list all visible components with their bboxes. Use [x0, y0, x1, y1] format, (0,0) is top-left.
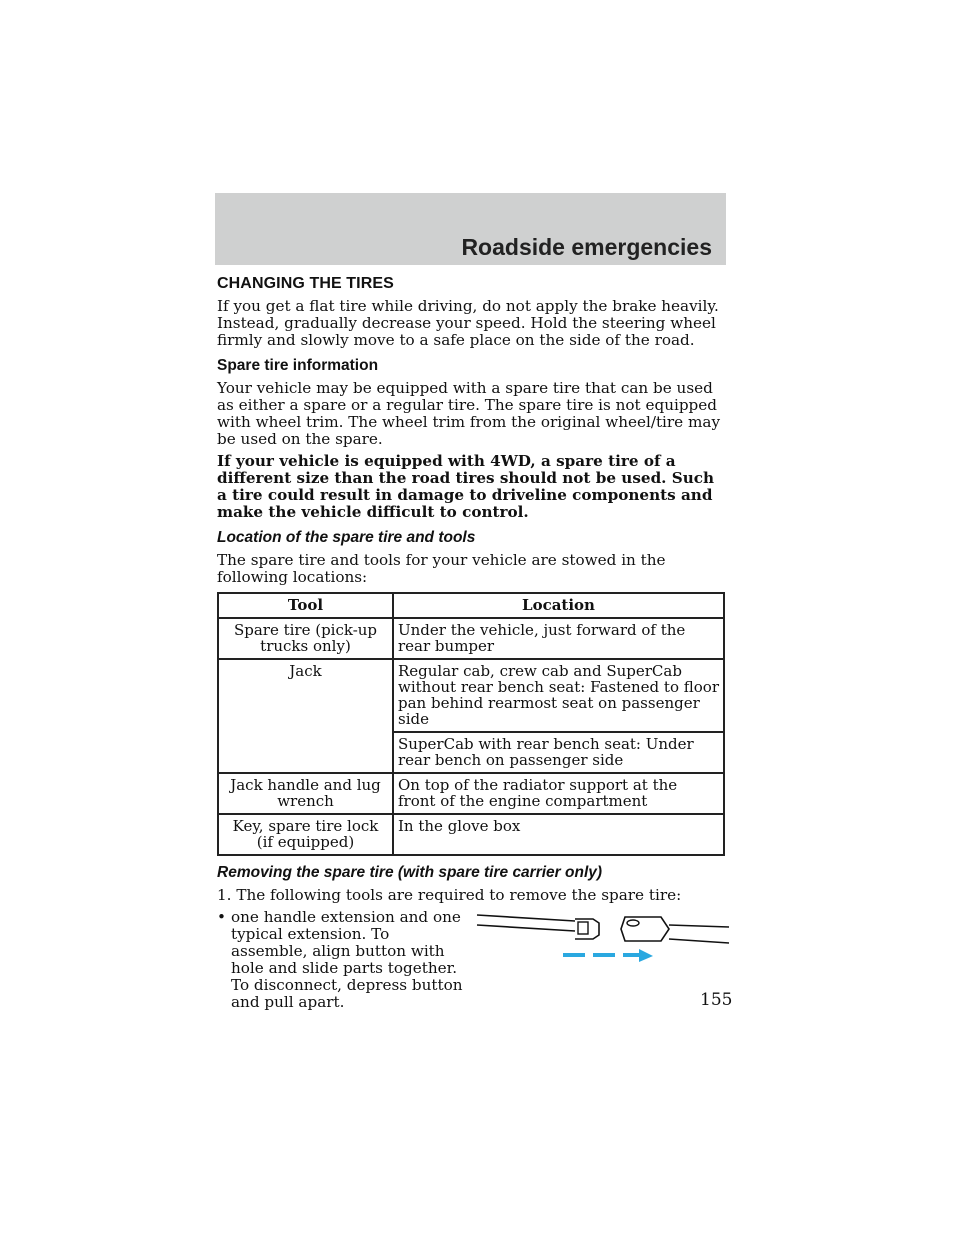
tools-location-table — [217, 592, 725, 856]
changing-tires-paragraph: If you get a flat tire while driving, do not apply the brake heavily. Instead, gradually decrease your speed. Hold the steering wheel firmly and slowly move to a safe place on the side of the road. — [217, 297, 719, 349]
table-cell-location: SuperCab with rear bench seat: Under rear bench on passenger side — [393, 732, 724, 773]
table-row — [218, 814, 724, 855]
section-heading-location: Location of the spare tire and tools — [217, 529, 476, 546]
header-band — [215, 193, 726, 265]
location-paragraph: The spare tire and tools for your vehicle are stowed in the following locations: — [217, 551, 666, 586]
table-cell-tool: Key, spare tire lock (if equipped) — [218, 814, 393, 855]
table-cell-location: Regular cab, crew cab and SuperCab without rear bench seat: Fastened to floor pan behind rearmost seat on passenger side — [393, 659, 724, 732]
bullet-text: one handle extension and one typical extension. To assemble, align button with hole and slide parts together. To disconnect, depress button and pull apart. — [231, 908, 463, 1011]
table-header-location: Location — [393, 593, 724, 618]
table-header-row — [218, 593, 724, 618]
table-cell-location: On top of the radiator support at the front of the engine compartment — [393, 773, 724, 814]
table-header-tool: Tool — [218, 593, 393, 618]
table-cell-tool: Jack handle and lug wrench — [218, 773, 393, 814]
table-cell-tool: Jack — [218, 659, 393, 773]
table-cell-location: Under the vehicle, just forward of the rear bumper — [393, 618, 724, 659]
table-cell-tool: Spare tire (pick-up trucks only) — [218, 618, 393, 659]
extension-tool-illustration — [475, 909, 731, 989]
section-heading-spare-tire: Spare tire information — [217, 357, 379, 374]
spare-tire-warning: If your vehicle is equipped with 4WD, a spare tire of a different size than the road tires should not be used. Such a tire could result in damage to driveline components and make the vehicle difficult to control. — [217, 452, 715, 521]
section-heading-changing-tires: CHANGING THE TIRES — [217, 275, 394, 292]
table-row — [218, 773, 724, 814]
bullet-text-block — [217, 909, 467, 1011]
step-1-text: 1. The following tools are required to remove the spare tire: — [217, 886, 682, 904]
bullet-list-item — [217, 909, 725, 1029]
bullet-icon: • — [217, 908, 226, 926]
arrow-right-icon — [563, 949, 653, 962]
spare-tire-paragraph: Your vehicle may be equipped with a spare tire that can be used as either a spare or a regular tire. The spare tire is not equipped with wheel trim. The wheel trim from the original wheel/tire may be used on the spare. — [217, 379, 721, 448]
page-header-title: Roadside emergencies — [461, 234, 712, 260]
table-row — [218, 659, 724, 732]
section-heading-removing: Removing the spare tire (with spare tire carrier only) — [217, 864, 603, 881]
table-cell-location: In the glove box — [393, 814, 724, 855]
page-number: 155 — [700, 990, 733, 1010]
table-row — [218, 618, 724, 659]
page-content — [217, 275, 725, 1029]
